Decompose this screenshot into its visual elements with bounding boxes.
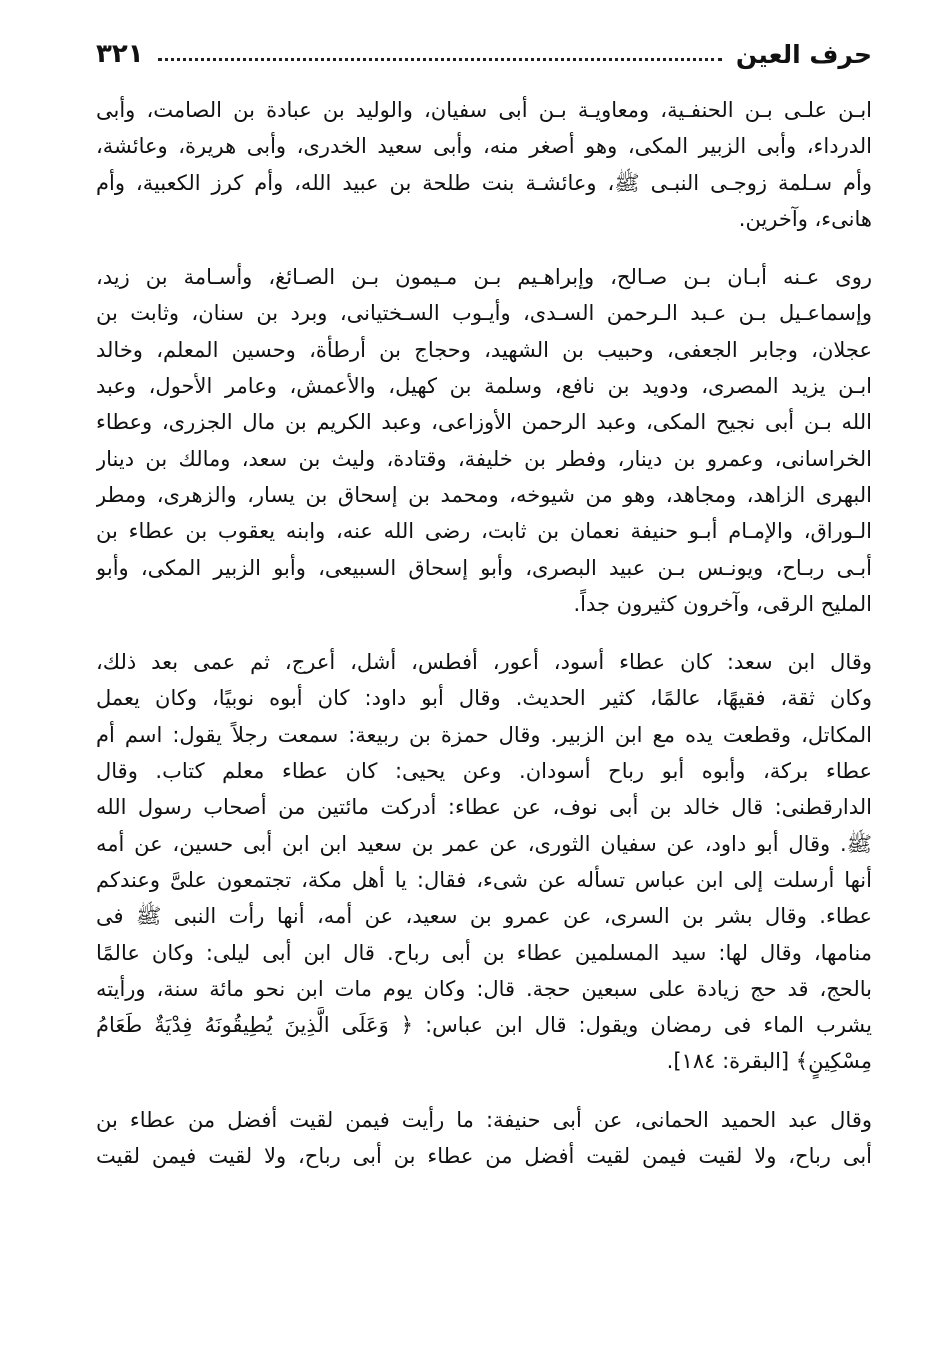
text-line: يشرب الماء فى رمضان ويقول: قال ابن عباس: ﴿ وَعَلَى الَّذِينَ يُطِيقُونَهُ فِدْيَةٌ طَعَامُ — [96, 1013, 872, 1038]
text-line: منامها، وقال لها: سيد المسلمين عطاء بن أبى رباح. قال ابن أبى ليلى: وكان عالمًا — [96, 940, 872, 965]
text-line: روى عـنه أبـان بـن صـالح، وإبراهـيم بـن مـيمون بـن الصـائغ، وأسـامة بن زيد، — [96, 265, 872, 290]
text-line: ابـن يزيد المصرى، ودويد بن نافع، وسلمة بن كهيل، والأعمش، وعامر الأحول، وعبد — [96, 374, 872, 399]
text-line: أبـى ربـاح، ويونـس بـن عبيد البصرى، وأبو إسحاق السبيعى، وأبو الزبير المكى، وأبو — [96, 555, 872, 580]
text-line: عطاء بركة، وأبوه أبو رباح أسودان. وعن يحيى: كان عطاء معلم كتاب. وقال — [96, 759, 872, 784]
text-line: الخراسانى، وعمرو بن دينار، وفطر بن خليفة، وقتادة، وليث بن سعد، ومالك بن دينار — [96, 446, 872, 471]
text-line: المكاتل، وقطعت يده مع ابن الزبير. وقال حمزة بن ربيعة: سمعت رجلاً يقول: اسم أم — [96, 722, 872, 747]
text-line: عطاء. وقال بشر بن السرى، عن عمرو بن سعيد، عن أمه، أنها رأت النبى ﷺ فى — [96, 904, 872, 929]
text-line: الله بـن أبى نجيح المكى، وعبد الرحمن الأوزاعى، وعبد الكريم بن مال الجزرى، وعطاء — [96, 410, 872, 435]
body-text — [96, 92, 872, 1196]
paragraph-biography — [96, 644, 872, 1080]
text-line: الدارقطنى: قال خالد بن أبى نوف، عن عطاء: أدركت مائتين من أصحاب رسول الله — [96, 795, 872, 820]
page-number: ٣٢١ — [96, 39, 144, 69]
text-line: الدرداء، وأبى الزبير المكى، وهو أصغر منه، وأبى سعيد الخدرى، وأبى هريرة، وعائشة، — [96, 134, 872, 159]
text-line: أبى رباح، ولا لقيت فيمن لقيت أفضل من عطاء بن أبى رباح، ولا لقيت فيمن لقيت — [96, 1144, 872, 1169]
text-line: وأم سـلمة زوجـى النبـى ﷺ، وعائشـة بنت طلحة بن عبيد الله، وأم كرز الكعبية، وأم — [96, 170, 872, 195]
text-line: ابـن علـى بـن الحنفـية، ومعاويـة بـن أبى سفيان، والوليد بن عبادة بن الصامت، وأبى — [96, 98, 872, 122]
text-line: أنها أرسلت إلى ابن عباس تسأله عن شىء، فقال: يا أهل مكة، تجتمعون علىَّ وعندكم — [96, 867, 872, 892]
header-dot-leader — [158, 58, 722, 61]
text-line: الـوراق، والإمـام أبـو حنيفة نعمان بن ثابت، رضى الله عنه، وابنه يعقوب بن عطاء بن — [96, 519, 872, 544]
running-title: حرف العين — [735, 39, 872, 69]
text-line: البهرى الزاهد، ومجاهد، وهو من شيوخه، ومحمد بن إسحاق بن يسار، والزهرى، ومطر — [96, 482, 872, 507]
text-line: مِسْكِينٍ﴾ [البقرة: ١٨٤]. — [666, 1049, 872, 1074]
running-header — [96, 30, 872, 78]
text-line: هانىء، وآخرين. — [738, 206, 872, 231]
text-line: وقال ابن سعد: كان عطاء أسود، أعور، أفطس، أشل، أعرج، ثم عمى بعد ذلك، — [96, 650, 872, 675]
text-line: ﷺ. وقال أبو داود، عن سفيان الثورى، عن عمر بن سعيد ابن ابن أبى حسين، عن أمه — [96, 831, 872, 856]
paragraph-teachers — [96, 92, 872, 237]
text-line: بالحج، قد حج زيادة على سبعين حجة. قال: وكان يوم مات ابن نحو مائة سنة، ورأيته — [96, 976, 872, 1001]
text-line: المليح الرقى، وآخرون كثيرون جداً. — [573, 591, 872, 616]
text-line: وقال عبد الحميد الحمانى، عن أبى حنيفة: ما رأيت فيمن لقيت أفضل من عطاء بن — [96, 1107, 872, 1132]
paragraph-narrators — [96, 259, 872, 622]
text-line: وإسماعـيل بـن عـبد الـرحمن السـدى، وأيـوب السـختيانى، وبرد بن سنان، وثابت بن — [96, 301, 872, 326]
text-line: وكان ثقة، فقيهًا، عالمًا، كثير الحديث. وقال أبو داود: كان أبوه نوبيًا، وكان يعمل — [96, 686, 872, 711]
text-line: عجلان، وجابر الجعفى، وحبيب بن الشهيد، وحجاج بن أرطأة، وحسين المعلم، وخالد — [96, 337, 872, 362]
paragraph-abu-hanifa — [96, 1102, 872, 1175]
